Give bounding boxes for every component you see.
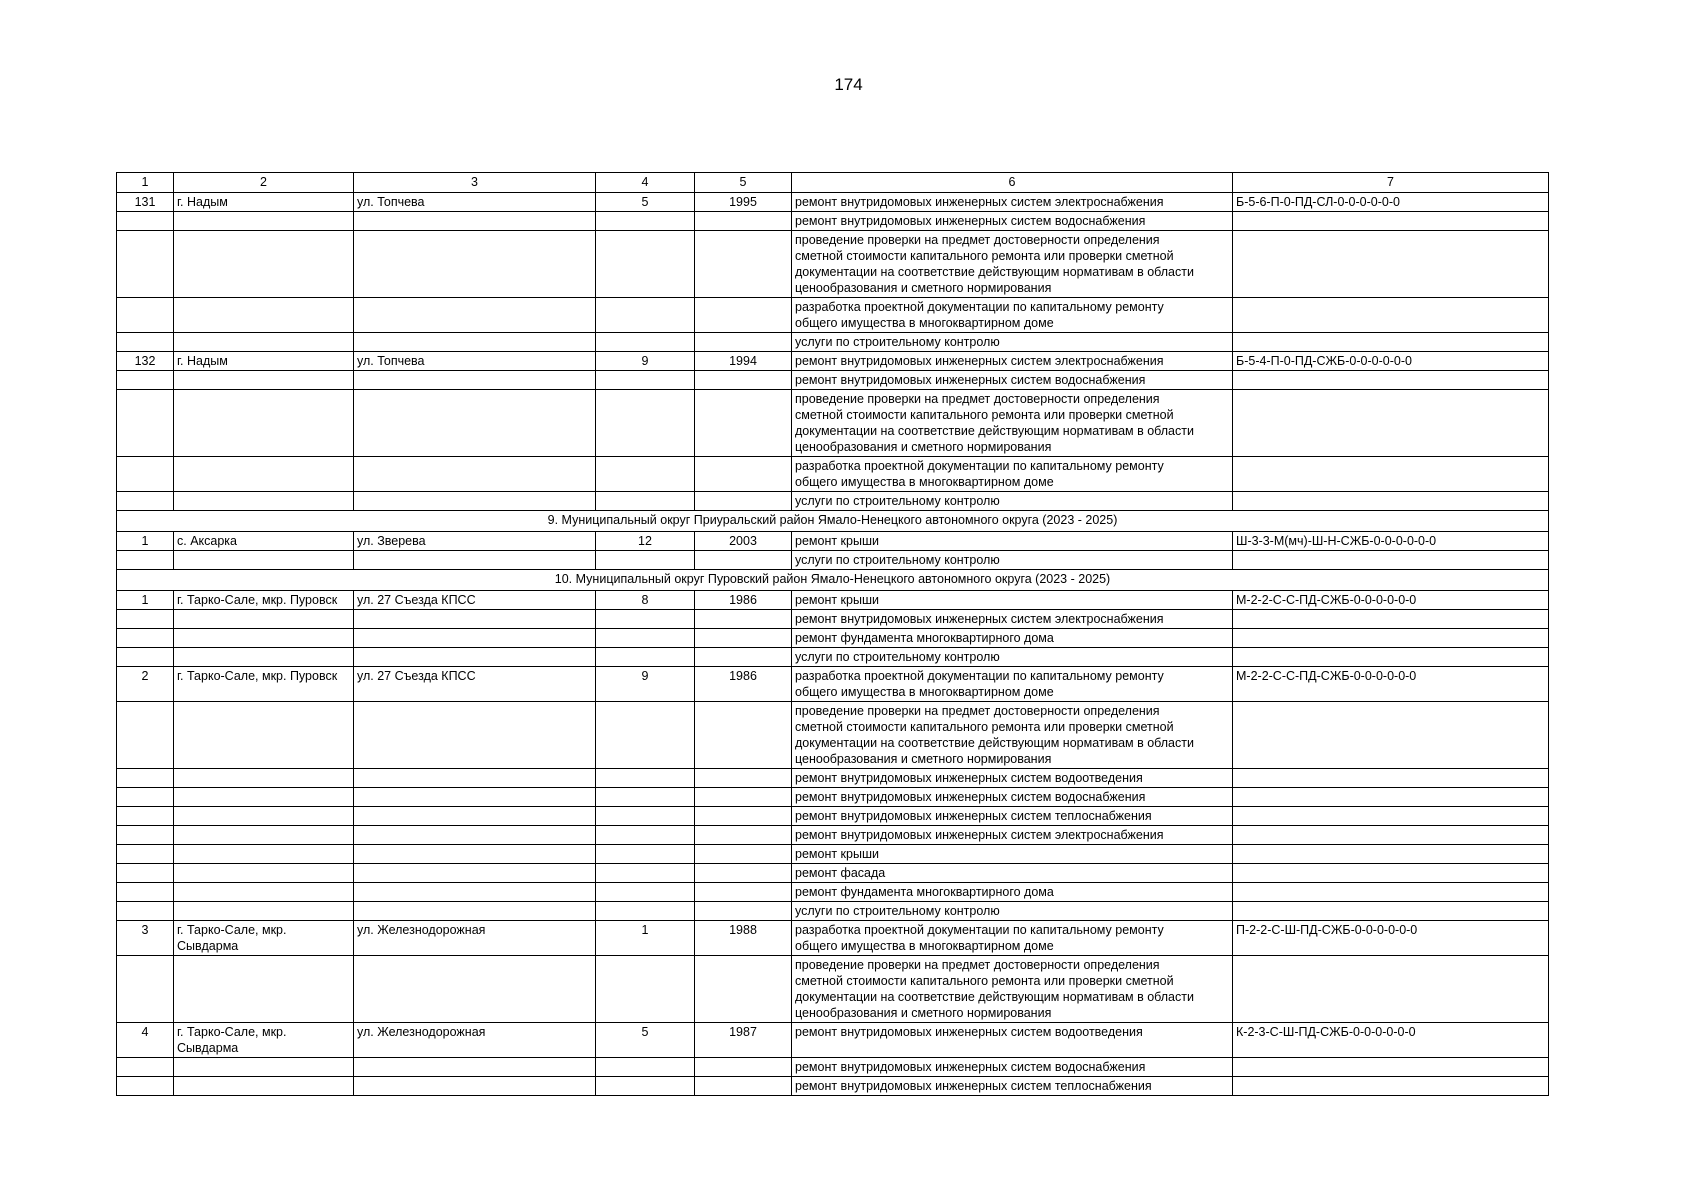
table-row <box>117 788 1549 807</box>
building-code-cell: Б-5-6-П-0-ПД-СЛ-0-0-0-0-0-0 <box>1233 193 1549 212</box>
row-number-cell <box>117 551 174 570</box>
street-cell <box>354 648 596 667</box>
house-number-cell: 9 <box>596 352 695 371</box>
work-type-cell: ремонт внутридомовых инженерных систем электроснабжения <box>792 193 1233 212</box>
row-number-cell <box>117 212 174 231</box>
table-row <box>117 902 1549 921</box>
build-year-cell <box>695 648 792 667</box>
district-section-row <box>117 511 1549 532</box>
building-code-cell <box>1233 212 1549 231</box>
build-year-cell <box>695 610 792 629</box>
column-number: 4 <box>596 173 695 193</box>
work-type-cell: ремонт внутридомовых инженерных систем водоотведения <box>792 769 1233 788</box>
house-number-cell <box>596 648 695 667</box>
build-year-cell: 1995 <box>695 193 792 212</box>
build-year-cell <box>695 845 792 864</box>
work-type-cell: ремонт внутридомовых инженерных систем электроснабжения <box>792 352 1233 371</box>
building-code-cell <box>1233 629 1549 648</box>
street-cell: ул. Железнодорожная <box>354 921 596 956</box>
building-code-cell <box>1233 807 1549 826</box>
work-type-cell: ремонт крыши <box>792 845 1233 864</box>
work-type-cell: ремонт внутридомовых инженерных систем водоснабжения <box>792 212 1233 231</box>
build-year-cell: 1986 <box>695 591 792 610</box>
house-number-cell <box>596 333 695 352</box>
house-number-cell <box>596 390 695 457</box>
row-number-cell <box>117 864 174 883</box>
build-year-cell <box>695 1058 792 1077</box>
row-number-cell <box>117 826 174 845</box>
settlement-cell <box>174 769 354 788</box>
house-number-cell <box>596 212 695 231</box>
row-number-cell: 131 <box>117 193 174 212</box>
house-number-cell <box>596 883 695 902</box>
work-type-cell: ремонт внутридомовых инженерных систем водоотведения <box>792 1023 1233 1058</box>
row-number-cell <box>117 610 174 629</box>
column-number: 3 <box>354 173 596 193</box>
street-cell <box>354 629 596 648</box>
street-cell <box>354 883 596 902</box>
build-year-cell <box>695 807 792 826</box>
house-number-cell <box>596 902 695 921</box>
street-cell <box>354 864 596 883</box>
settlement-cell <box>174 956 354 1023</box>
street-cell <box>354 1077 596 1096</box>
table-row <box>117 610 1549 629</box>
column-number: 2 <box>174 173 354 193</box>
work-type-cell: разработка проектной документации по капитальному ремонту общего имущества в многоквартирном доме <box>792 667 1233 702</box>
house-number-cell <box>596 457 695 492</box>
column-number: 5 <box>695 173 792 193</box>
table-row <box>117 532 1549 551</box>
column-number: 6 <box>792 173 1233 193</box>
building-code-cell <box>1233 333 1549 352</box>
page-number: 174 <box>834 75 863 94</box>
row-number-cell <box>117 902 174 921</box>
street-cell: ул. Топчева <box>354 352 596 371</box>
work-type-cell: ремонт фундамента многоквартирного дома <box>792 883 1233 902</box>
table-row <box>117 551 1549 570</box>
house-number-cell <box>596 769 695 788</box>
settlement-cell <box>174 1077 354 1096</box>
settlement-cell <box>174 610 354 629</box>
row-number-cell: 2 <box>117 667 174 702</box>
build-year-cell <box>695 629 792 648</box>
house-number-cell: 5 <box>596 1023 695 1058</box>
street-cell <box>354 769 596 788</box>
house-number-cell: 9 <box>596 667 695 702</box>
table-row <box>117 648 1549 667</box>
table-row <box>117 921 1549 956</box>
work-type-cell: проведение проверки на предмет достоверности определения сметной стоимости капитального ремонта или проверки сметной документации на соответствие действующим нормативам в области ценообразования и сметного нормирования <box>792 702 1233 769</box>
house-number-cell <box>596 1077 695 1096</box>
row-number-cell <box>117 1058 174 1077</box>
settlement-cell <box>174 702 354 769</box>
house-number-cell: 12 <box>596 532 695 551</box>
table-row <box>117 390 1549 457</box>
work-type-cell: услуги по строительному контролю <box>792 551 1233 570</box>
table-row <box>117 864 1549 883</box>
row-number-cell <box>117 629 174 648</box>
build-year-cell <box>695 956 792 1023</box>
work-type-cell: разработка проектной документации по капитальному ремонту общего имущества в многоквартирном доме <box>792 298 1233 333</box>
row-number-cell <box>117 371 174 390</box>
street-cell <box>354 231 596 298</box>
build-year-cell <box>695 864 792 883</box>
street-cell <box>354 390 596 457</box>
settlement-cell <box>174 648 354 667</box>
work-type-cell: ремонт внутридомовых инженерных систем водоснабжения <box>792 371 1233 390</box>
table-row <box>117 956 1549 1023</box>
settlement-cell <box>174 883 354 902</box>
table-row <box>117 667 1549 702</box>
table-row <box>117 1058 1549 1077</box>
house-number-cell <box>596 231 695 298</box>
street-cell <box>354 902 596 921</box>
row-number-cell: 1 <box>117 591 174 610</box>
settlement-cell <box>174 845 354 864</box>
street-cell: ул. Топчева <box>354 193 596 212</box>
settlement-cell: г. Надым <box>174 193 354 212</box>
building-code-cell <box>1233 390 1549 457</box>
building-code-cell <box>1233 1058 1549 1077</box>
street-cell <box>354 845 596 864</box>
work-type-cell: услуги по строительному контролю <box>792 333 1233 352</box>
street-cell: ул. Железнодорожная <box>354 1023 596 1058</box>
house-number-cell <box>596 702 695 769</box>
build-year-cell <box>695 212 792 231</box>
table-row <box>117 457 1549 492</box>
build-year-cell <box>695 457 792 492</box>
street-cell <box>354 298 596 333</box>
row-number-cell: 4 <box>117 1023 174 1058</box>
build-year-cell <box>695 298 792 333</box>
settlement-cell: г. Тарко-Сале, мкр. Пуровск <box>174 591 354 610</box>
table-row <box>117 591 1549 610</box>
building-code-cell <box>1233 769 1549 788</box>
build-year-cell <box>695 390 792 457</box>
build-year-cell <box>695 883 792 902</box>
table-row <box>117 212 1549 231</box>
work-type-cell: проведение проверки на предмет достоверности определения сметной стоимости капитального ремонта или проверки сметной документации на соответствие действующим нормативам в области ценообразования и сметного нормирования <box>792 231 1233 298</box>
settlement-cell: с. Аксарка <box>174 532 354 551</box>
work-type-cell: разработка проектной документации по капитальному ремонту общего имущества в многоквартирном доме <box>792 921 1233 956</box>
house-number-cell <box>596 845 695 864</box>
street-cell <box>354 788 596 807</box>
house-number-cell: 1 <box>596 921 695 956</box>
house-number-cell <box>596 551 695 570</box>
house-number-cell <box>596 807 695 826</box>
building-code-cell <box>1233 956 1549 1023</box>
building-code-cell <box>1233 298 1549 333</box>
row-number-cell <box>117 492 174 511</box>
street-cell <box>354 610 596 629</box>
build-year-cell: 1988 <box>695 921 792 956</box>
table-row <box>117 702 1549 769</box>
building-code-cell <box>1233 883 1549 902</box>
repair-program-table <box>116 172 1549 1096</box>
house-number-cell: 8 <box>596 591 695 610</box>
row-number-cell <box>117 231 174 298</box>
row-number-cell <box>117 1077 174 1096</box>
build-year-cell <box>695 551 792 570</box>
street-cell <box>354 956 596 1023</box>
building-code-cell <box>1233 371 1549 390</box>
table-row <box>117 371 1549 390</box>
work-type-cell: ремонт крыши <box>792 591 1233 610</box>
build-year-cell <box>695 371 792 390</box>
settlement-cell <box>174 298 354 333</box>
row-number-cell <box>117 457 174 492</box>
work-type-cell: ремонт внутридомовых инженерных систем электроснабжения <box>792 826 1233 845</box>
building-code-cell <box>1233 845 1549 864</box>
settlement-cell <box>174 826 354 845</box>
street-cell: ул. Зверева <box>354 532 596 551</box>
work-type-cell: ремонт фасада <box>792 864 1233 883</box>
row-number-cell <box>117 298 174 333</box>
building-code-cell <box>1233 864 1549 883</box>
settlement-cell <box>174 1058 354 1077</box>
work-type-cell: ремонт внутридомовых инженерных систем теплоснабжения <box>792 1077 1233 1096</box>
row-number-cell: 132 <box>117 352 174 371</box>
house-number-cell <box>596 371 695 390</box>
work-type-cell: разработка проектной документации по капитальному ремонту общего имущества в многоквартирном доме <box>792 457 1233 492</box>
build-year-cell <box>695 231 792 298</box>
build-year-cell <box>695 902 792 921</box>
street-cell <box>354 1058 596 1077</box>
district-section-title: 9. Муниципальный округ Приуральский район Ямало-Ненецкого автономного округа (2023 - 2025) <box>117 511 1549 532</box>
build-year-cell: 1986 <box>695 667 792 702</box>
build-year-cell <box>695 333 792 352</box>
table-row <box>117 826 1549 845</box>
settlement-cell <box>174 390 354 457</box>
settlement-cell <box>174 333 354 352</box>
column-number-row <box>117 173 1549 193</box>
house-number-cell <box>596 956 695 1023</box>
build-year-cell <box>695 826 792 845</box>
row-number-cell <box>117 648 174 667</box>
house-number-cell <box>596 826 695 845</box>
row-number-cell <box>117 845 174 864</box>
settlement-cell <box>174 788 354 807</box>
settlement-cell: г. Тарко-Сале, мкр. Сывдарма <box>174 1023 354 1058</box>
table-row <box>117 807 1549 826</box>
build-year-cell <box>695 702 792 769</box>
district-section-title: 10. Муниципальный округ Пуровский район Ямало-Ненецкого автономного округа (2023 - 2025) <box>117 570 1549 591</box>
house-number-cell <box>596 610 695 629</box>
work-type-cell: ремонт внутридомовых инженерных систем теплоснабжения <box>792 807 1233 826</box>
work-type-cell: ремонт внутридомовых инженерных систем водоснабжения <box>792 788 1233 807</box>
build-year-cell <box>695 788 792 807</box>
district-section-row <box>117 570 1549 591</box>
table-row <box>117 883 1549 902</box>
row-number-cell <box>117 390 174 457</box>
table-body <box>117 173 1549 1096</box>
building-code-cell <box>1233 551 1549 570</box>
table-row <box>117 629 1549 648</box>
work-type-cell: проведение проверки на предмет достоверности определения сметной стоимости капитального ремонта или проверки сметной документации на соответствие действующим нормативам в области ценообразования и сметного нормирования <box>792 390 1233 457</box>
build-year-cell <box>695 769 792 788</box>
building-code-cell: Б-5-4-П-0-ПД-СЖБ-0-0-0-0-0-0 <box>1233 352 1549 371</box>
build-year-cell: 1994 <box>695 352 792 371</box>
work-type-cell: ремонт внутридомовых инженерных систем водоснабжения <box>792 1058 1233 1077</box>
row-number-cell <box>117 788 174 807</box>
building-code-cell: П-2-2-С-Ш-ПД-СЖБ-0-0-0-0-0-0 <box>1233 921 1549 956</box>
settlement-cell <box>174 492 354 511</box>
settlement-cell: г. Тарко-Сале, мкр. Сывдарма <box>174 921 354 956</box>
settlement-cell <box>174 231 354 298</box>
house-number-cell <box>596 629 695 648</box>
table-row <box>117 845 1549 864</box>
street-cell <box>354 212 596 231</box>
street-cell <box>354 492 596 511</box>
row-number-cell <box>117 807 174 826</box>
row-number-cell <box>117 702 174 769</box>
building-code-cell: М-2-2-С-С-ПД-СЖБ-0-0-0-0-0-0 <box>1233 591 1549 610</box>
house-number-cell <box>596 1058 695 1077</box>
work-type-cell: ремонт крыши <box>792 532 1233 551</box>
street-cell <box>354 702 596 769</box>
settlement-cell <box>174 371 354 390</box>
table-row <box>117 492 1549 511</box>
settlement-cell <box>174 902 354 921</box>
build-year-cell <box>695 492 792 511</box>
building-code-cell <box>1233 648 1549 667</box>
building-code-cell <box>1233 610 1549 629</box>
table-row <box>117 333 1549 352</box>
row-number-cell <box>117 956 174 1023</box>
building-code-cell <box>1233 457 1549 492</box>
row-number-cell <box>117 769 174 788</box>
building-code-cell: К-2-3-С-Ш-ПД-СЖБ-0-0-0-0-0-0 <box>1233 1023 1549 1058</box>
street-cell <box>354 333 596 352</box>
row-number-cell <box>117 883 174 902</box>
column-number: 1 <box>117 173 174 193</box>
building-code-cell <box>1233 902 1549 921</box>
settlement-cell <box>174 864 354 883</box>
street-cell <box>354 826 596 845</box>
street-cell: ул. 27 Съезда КПСС <box>354 667 596 702</box>
street-cell: ул. 27 Съезда КПСС <box>354 591 596 610</box>
street-cell <box>354 371 596 390</box>
table-row <box>117 1023 1549 1058</box>
settlement-cell <box>174 212 354 231</box>
building-code-cell: М-2-2-С-С-ПД-СЖБ-0-0-0-0-0-0 <box>1233 667 1549 702</box>
work-type-cell: услуги по строительному контролю <box>792 902 1233 921</box>
row-number-cell <box>117 333 174 352</box>
settlement-cell <box>174 551 354 570</box>
row-number-cell: 1 <box>117 532 174 551</box>
row-number-cell: 3 <box>117 921 174 956</box>
build-year-cell <box>695 1077 792 1096</box>
street-cell <box>354 551 596 570</box>
house-number-cell <box>596 788 695 807</box>
settlement-cell <box>174 629 354 648</box>
building-code-cell <box>1233 492 1549 511</box>
settlement-cell <box>174 457 354 492</box>
house-number-cell <box>596 864 695 883</box>
building-code-cell <box>1233 702 1549 769</box>
work-type-cell: ремонт фундамента многоквартирного дома <box>792 629 1233 648</box>
work-type-cell: услуги по строительному контролю <box>792 648 1233 667</box>
house-number-cell <box>596 298 695 333</box>
table-row <box>117 298 1549 333</box>
building-code-cell <box>1233 1077 1549 1096</box>
house-number-cell: 5 <box>596 193 695 212</box>
house-number-cell <box>596 492 695 511</box>
building-code-cell: Ш-3-3-М(мч)-Ш-Н-СЖБ-0-0-0-0-0-0 <box>1233 532 1549 551</box>
building-code-cell <box>1233 826 1549 845</box>
settlement-cell: г. Надым <box>174 352 354 371</box>
street-cell <box>354 457 596 492</box>
settlement-cell <box>174 807 354 826</box>
work-type-cell: проведение проверки на предмет достоверности определения сметной стоимости капитального ремонта или проверки сметной документации на соответствие действующим нормативам в области ценообразования и сметного нормирования <box>792 956 1233 1023</box>
building-code-cell <box>1233 788 1549 807</box>
street-cell <box>354 807 596 826</box>
work-type-cell: услуги по строительному контролю <box>792 492 1233 511</box>
table-row <box>117 1077 1549 1096</box>
work-type-cell: ремонт внутридомовых инженерных систем электроснабжения <box>792 610 1233 629</box>
column-number: 7 <box>1233 173 1549 193</box>
table-row <box>117 193 1549 212</box>
building-code-cell <box>1233 231 1549 298</box>
table-row <box>117 231 1549 298</box>
settlement-cell: г. Тарко-Сале, мкр. Пуровск <box>174 667 354 702</box>
build-year-cell: 2003 <box>695 532 792 551</box>
build-year-cell: 1987 <box>695 1023 792 1058</box>
table-row <box>117 352 1549 371</box>
table-row <box>117 769 1549 788</box>
